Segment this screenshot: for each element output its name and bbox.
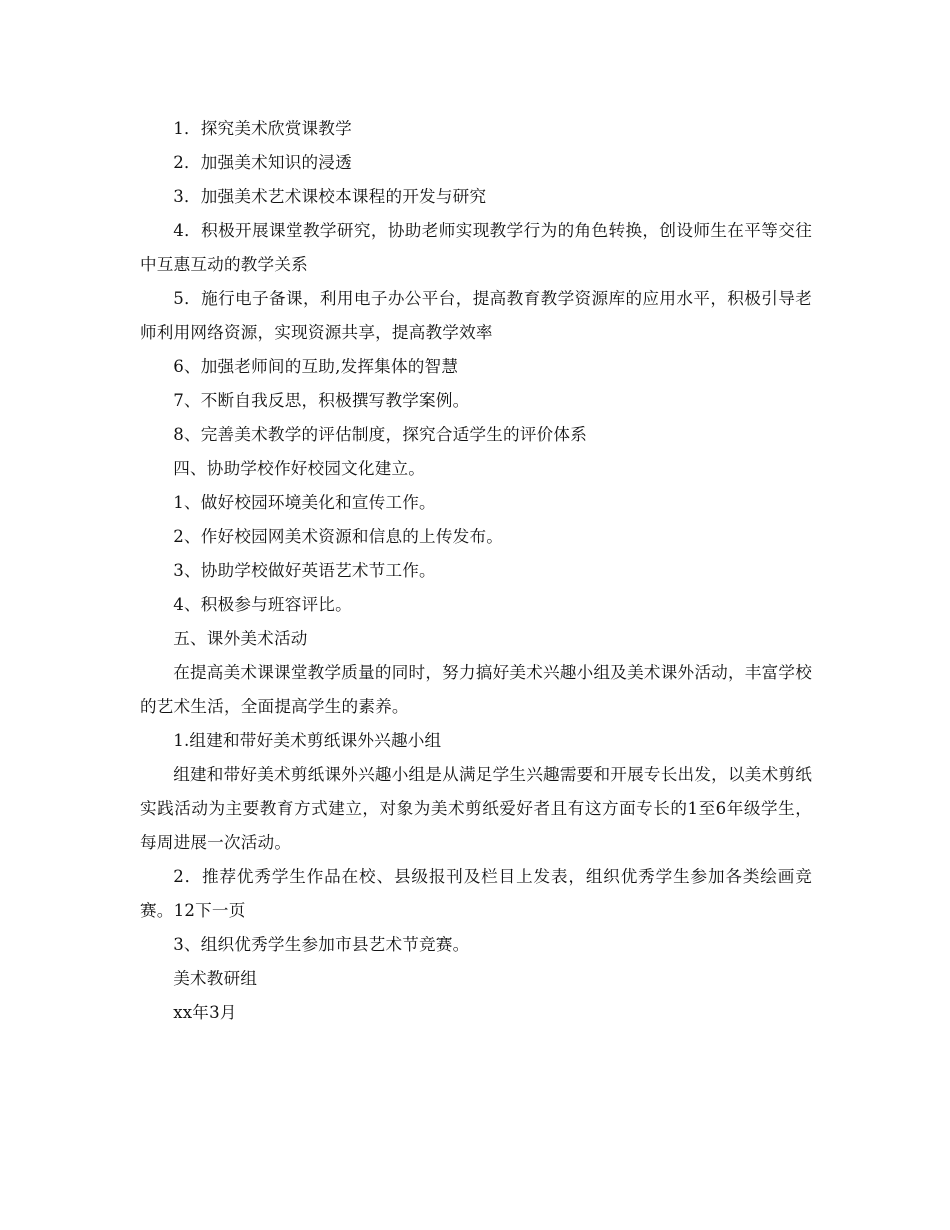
section4-item-3: 3、协助学校做好英语艺术节工作。 [173, 561, 436, 580]
section5-item-3: 3、组织优秀学生参加市县艺术节竞赛。 [173, 935, 470, 954]
section4-item-1: 1、做好校园环境美化和宣传工作。 [173, 493, 436, 512]
section-heading-4: 四、协助学校作好校园文化建立。 [173, 459, 426, 478]
document-page [140, 112, 812, 1030]
section4-item-2: 2、作好校园网美术资源和信息的上传发布。 [173, 527, 504, 546]
signature-date: xx年3月 [173, 1003, 237, 1022]
signature-group: 美术教研组 [173, 969, 258, 988]
list-item-7: 7、不断自我反思，积极撰写教学案例。 [173, 391, 470, 410]
list-item-1: 1．探究美术欣赏课教学 [173, 119, 352, 138]
section5-item-1: 1.组建和带好美术剪纸课外兴趣小组 [173, 731, 442, 750]
list-item-5: 5．施行电子备课，利用电子办公平台，提高教育教学资源库的应用水平，积极引导老师利用网络资源，实现资源共享，提高教学效率 [140, 289, 812, 342]
list-item-4: 4．积极开展课堂教学研究，协助老师实现教学行为的角色转换，创设师生在平等交往中互惠互动的教学关系 [140, 221, 812, 274]
list-item-8: 8、完善美术教学的评估制度，探究合适学生的评价体系 [173, 425, 587, 444]
list-item-3: 3．加强美术艺术课校本课程的开发与研究 [173, 187, 487, 206]
section4-item-4: 4、积极参与班容评比。 [173, 595, 352, 614]
section5-item-2: 2．推荐优秀学生作品在校、县级报刊及栏目上发表，组织优秀学生参加各类绘画竞赛。12下一页 [140, 867, 812, 920]
list-item-2: 2．加强美术知识的浸透 [173, 153, 352, 172]
list-item-6: 6、加强老师间的互助,发挥集体的智慧 [173, 357, 459, 376]
section5-item-1-detail: 组建和带好美术剪纸课外兴趣小组是从满足学生兴趣需要和开展专长出发，以美术剪纸实践活动为主要教育方式建立，对象为美术剪纸爱好者且有这方面专长的1至6年级学生，每周进展一次活动。 [140, 765, 812, 852]
section5-intro: 在提高美术课课堂教学质量的同时，努力搞好美术兴趣小组及美术课外活动，丰富学校的艺术生活，全面提高学生的素养。 [140, 663, 812, 716]
section-heading-5: 五、课外美术活动 [173, 629, 308, 648]
